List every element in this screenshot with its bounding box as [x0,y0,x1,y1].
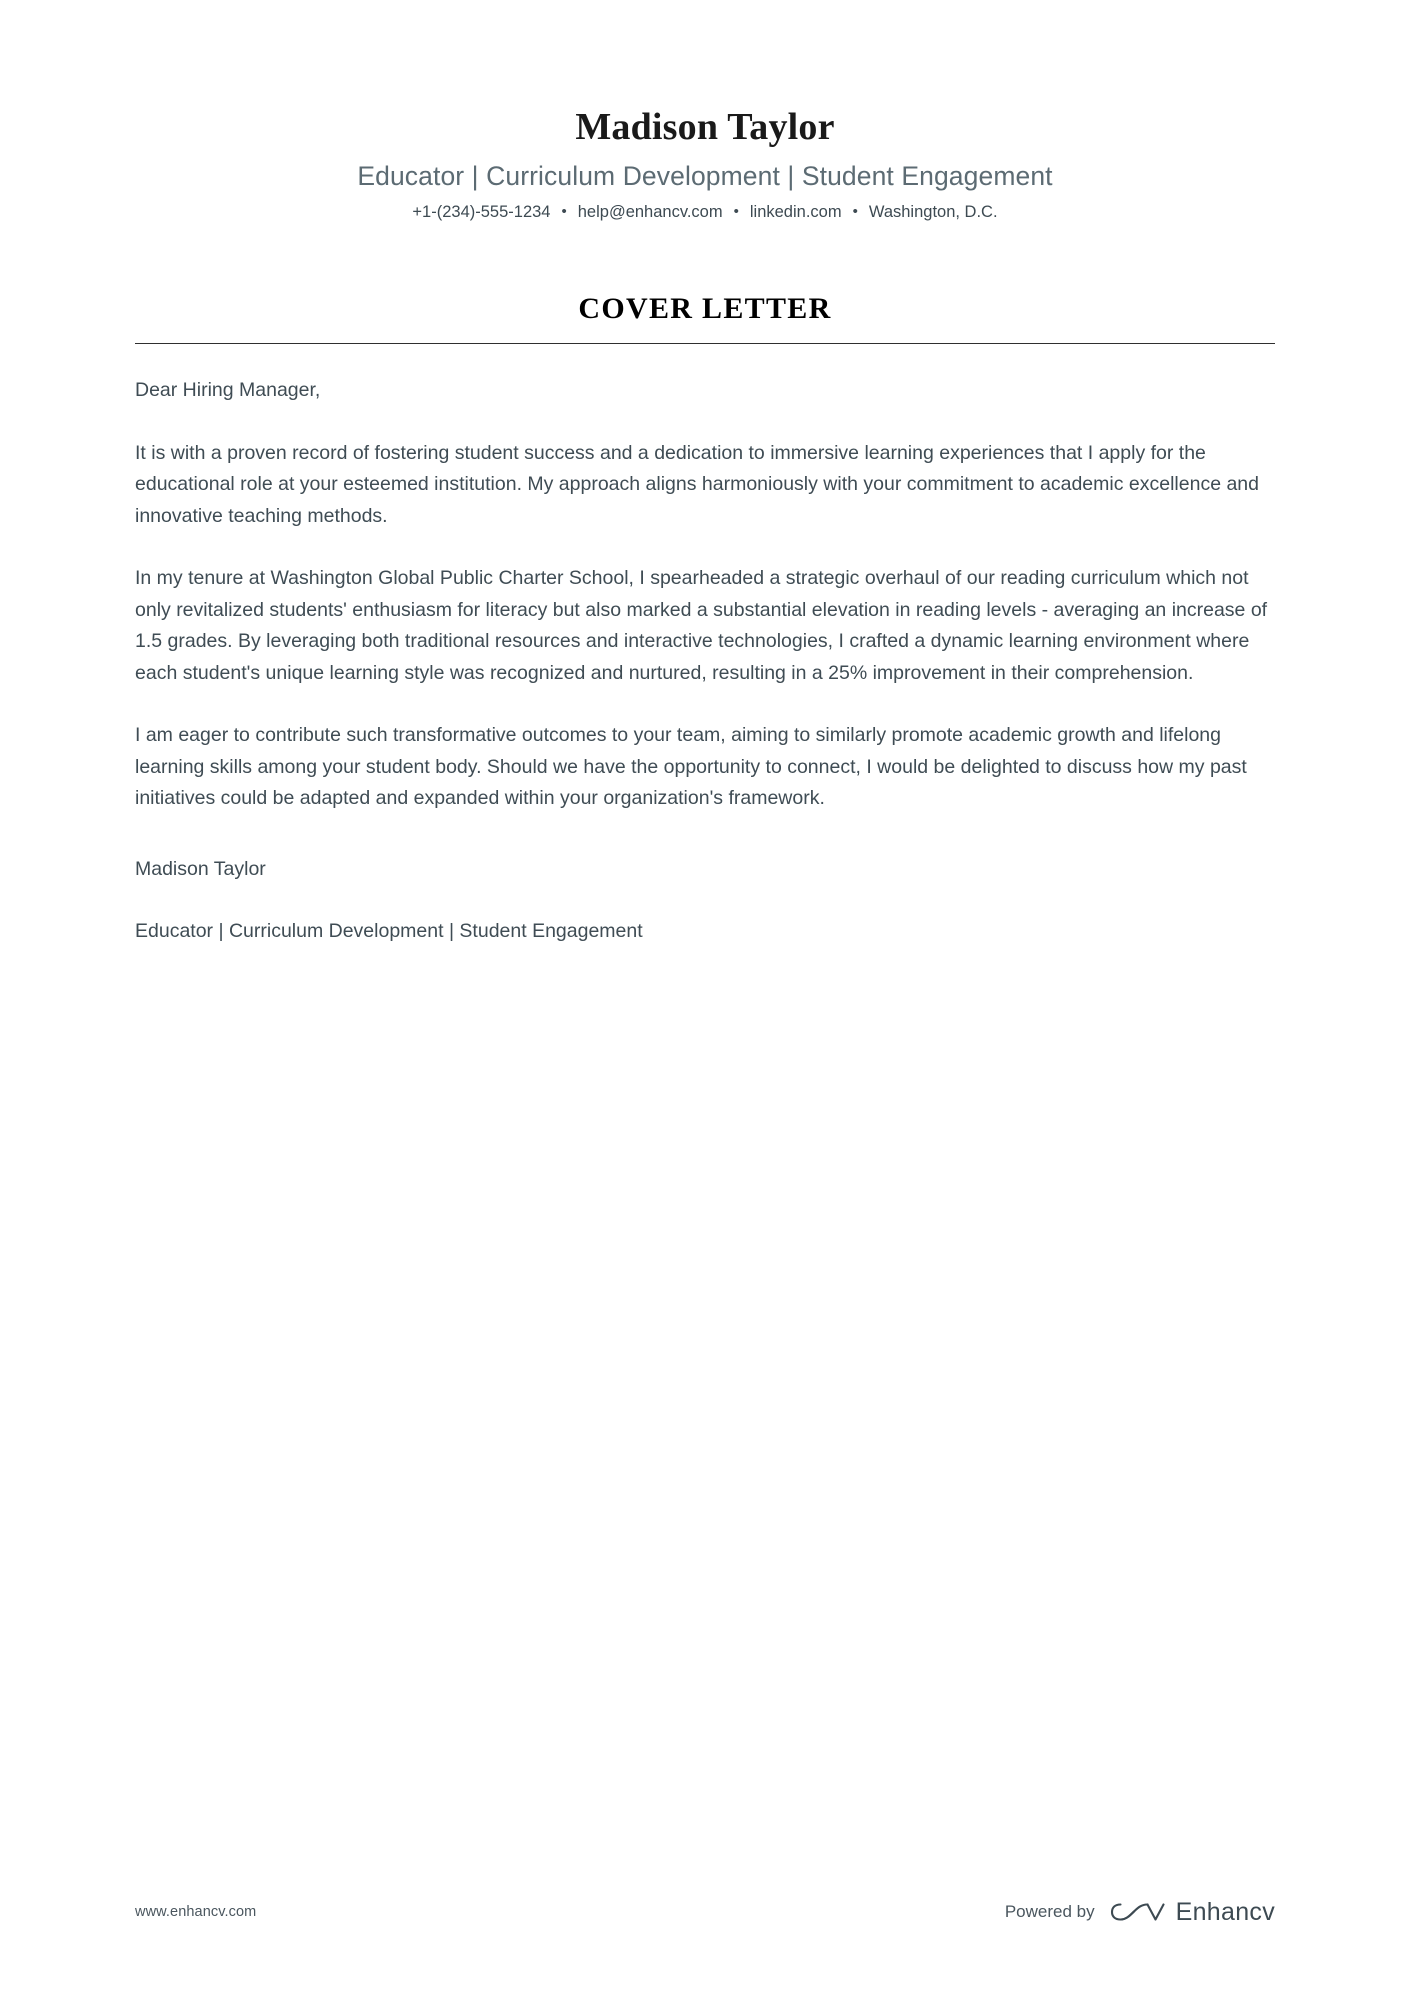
letter-body [135,344,1275,948]
section-title: COVER LETTER [578,292,832,325]
powered-by-label: Powered by [1004,1902,1095,1921]
candidate-name: Madison Taylor [575,106,835,148]
footer-website-link[interactable]: www.enhancv.com [135,1904,257,1920]
contact-linkedin[interactable]: linkedin.com [749,203,842,221]
contact-email[interactable]: help@enhancv.com [577,203,723,221]
contact-line [0,200,1410,224]
letter-paragraph: I am eager to contribute such transformative outcomes to your team, aiming to similarly promote academic growth and lifelong learning skills among your student body. Should we have the opportunity to connect, I would be delighted to discuss how my past initiatives could be adapted and expanded within your organization's framework. [135,724,1247,809]
enhancv-infinity-logo-icon [1110,1897,1166,1927]
signature-title: Educator | Curriculum Development | Student Engagement [135,920,643,942]
contact-separator-bullet-icon: • [561,203,567,220]
contact-phone: +1-(234)-555-1234 [412,203,551,221]
signature-name: Madison Taylor [135,857,266,880]
document-footer [135,1897,1275,1927]
enhancv-wordmark: Enhancv [1175,1897,1275,1926]
contact-separator-bullet-icon: • [852,203,858,220]
footer-branding [1005,1897,1275,1927]
letter-paragraph: In my tenure at Washington Global Public Charter School, I spearheaded a strategic overhaul of our reading curriculum which not only revitalized students' enthusiasm for literacy but also marked a substantial elevation in reading levels - averaging an increase of 1.5 grades. By leveraging both traditional resources and interactive technologies, I crafted a dynamic learning environment where each student's unique learning style was recognized and nurtured, resulting in a 25% improvement in their comprehension. [135,567,1268,684]
salutation: Dear Hiring Manager, [135,379,321,401]
contact-separator-bullet-icon: • [733,203,739,220]
contact-location: Washington, D.C. [868,203,998,221]
cover-letter-section [135,290,1275,344]
candidate-headline: Educator | Curriculum Development | Student Engagement [357,161,1053,191]
letter-paragraph: It is with a proven record of fostering student success and a dedication to immersive learning experiences that I apply for the educational role at your esteemed institution. My approach aligns harmoniously with your commitment to academic excellence and innovative teaching methods. [135,441,1259,527]
enhancv-brand[interactable] [1110,1897,1275,1927]
document-header [0,0,1410,224]
